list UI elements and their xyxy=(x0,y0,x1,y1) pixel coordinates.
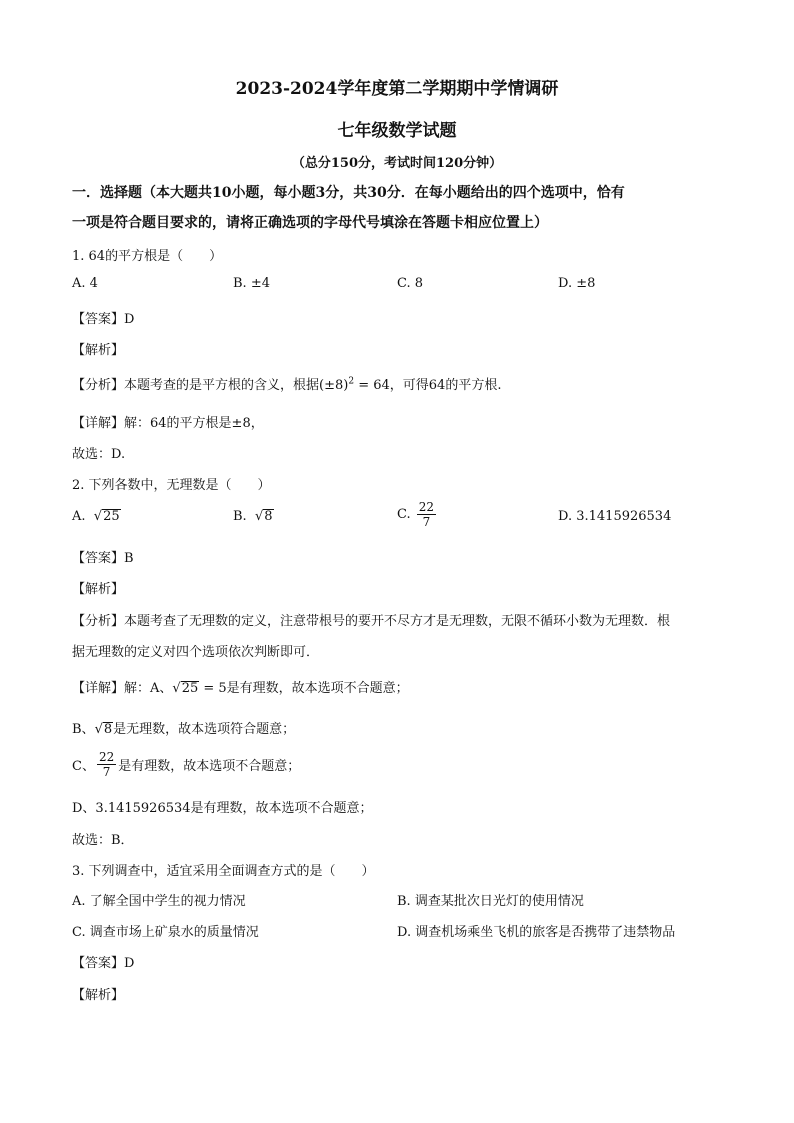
q1-jiexi: 【解析】 xyxy=(72,343,125,358)
q3-option-b: B. 调查某批次日光灯的使用情况 xyxy=(397,894,584,909)
q2-answer xyxy=(72,547,134,566)
q2-detail-d: D、3.1415926534是有理数，故本选项不合题意； xyxy=(72,801,373,816)
q1-option-a: A. 4 xyxy=(72,276,98,291)
q3-option-c: C. 调查市场上矿泉水的质量情况 xyxy=(72,925,259,940)
answer-tag: 【答案】 xyxy=(72,312,125,327)
q1-answer xyxy=(72,308,134,327)
q2-detail-a: 【详解】解：A、√25 = 5是有理数，故本选项不合题意； xyxy=(72,681,409,696)
q2-detail-b: B、√8是无理数，故本选项符合题意； xyxy=(72,722,296,737)
q2-option-d: D. 3.1415926534 xyxy=(558,509,672,524)
q2-jiexi: 【解析】 xyxy=(72,582,125,597)
q2-detail-c: C、 $\frac{22}{7}$ 是有理数，故本选项不合题意； xyxy=(72,750,301,779)
answer-value: B xyxy=(124,551,134,566)
analysis-text: 本题考查了无理数的定义，注意带根号的要开不尽方才是无理数，无限不循环小数为无理数．根 xyxy=(124,614,671,629)
fraction: $\frac{22}{7}$ xyxy=(98,750,115,779)
q1-analysis xyxy=(72,374,501,393)
q2-option-c: C. $\frac{22}{7}$ xyxy=(397,500,435,529)
sqrt-symbol: √8 xyxy=(94,722,113,737)
sqrt-symbol: √25 xyxy=(93,509,120,524)
q2-option-a: A. √25 xyxy=(72,509,120,524)
q2-conclusion: 故选：B． xyxy=(72,833,134,848)
q3-stem: 3. 下列调查中，适宜采用全面调查方式的是（ ） xyxy=(72,864,375,879)
q2-stem: 2. 下列各数中，无理数是（ ） xyxy=(72,478,271,493)
analysis-expr: $(\pm 8)^2 = 64$ xyxy=(319,376,390,393)
q1-conclusion: 故选：D. xyxy=(72,447,126,462)
exam-subject-title: 七年级数学试题 xyxy=(337,121,457,141)
answer-tag: 【答案】 xyxy=(72,551,125,566)
detail-tag: 【详解】 xyxy=(72,681,125,696)
exam-title: 2023-2024学年度第二学期期中学情调研 xyxy=(235,79,559,99)
answer-value: D xyxy=(124,956,135,971)
q1-option-b: B. ±4 xyxy=(233,276,270,291)
sqrt-symbol: √8 xyxy=(254,509,273,524)
q1-stem: 1. 64的平方根是（ ） xyxy=(72,249,223,264)
q2-analysis-line1 xyxy=(72,610,670,629)
section-heading xyxy=(72,178,732,238)
fraction: $\frac{22}{7}$ xyxy=(418,500,435,529)
detail-text: 解：64的平方根是±8， xyxy=(124,416,264,431)
q1-detail xyxy=(72,412,264,431)
analysis-text-tail: ，可得64的平方根. xyxy=(389,378,502,393)
section-heading-line2: 一项是符合题目要求的，请将正确选项的字母代号填涂在答题卡相应位置上） xyxy=(72,215,548,231)
q3-option-a: A. 了解全国中学生的视力情况 xyxy=(72,894,246,909)
answer-value: D xyxy=(124,312,135,327)
answer-tag: 【答案】 xyxy=(72,956,125,971)
analysis-tag: 【分析】 xyxy=(72,614,125,629)
q1-option-c: C. 8 xyxy=(397,276,424,291)
q1-option-d: D. ±8 xyxy=(558,276,596,291)
exam-info: （总分150分，考试时间120分钟） xyxy=(291,156,503,171)
q2-analysis-line2: 据无理数的定义对四个选项依次判断即可． xyxy=(72,645,320,660)
analysis-text: 本题考查的是平方根的含义，根据 xyxy=(124,378,320,393)
sqrt-symbol: √25 xyxy=(172,681,199,696)
q2-option-b: B. √8 xyxy=(233,509,273,524)
q3-answer xyxy=(72,952,134,971)
q3-option-d: D. 调查机场乘坐飞机的旅客是否携带了违禁物品 xyxy=(397,925,676,940)
analysis-tag: 【分析】 xyxy=(72,378,125,393)
section-heading-line1: 一．选择题（本大题共10小题，每小题3分，共30分．在每小题给出的四个选项中，恰有 xyxy=(72,185,625,201)
q3-jiexi: 【解析】 xyxy=(72,988,125,1003)
detail-tag: 【详解】 xyxy=(72,416,125,431)
